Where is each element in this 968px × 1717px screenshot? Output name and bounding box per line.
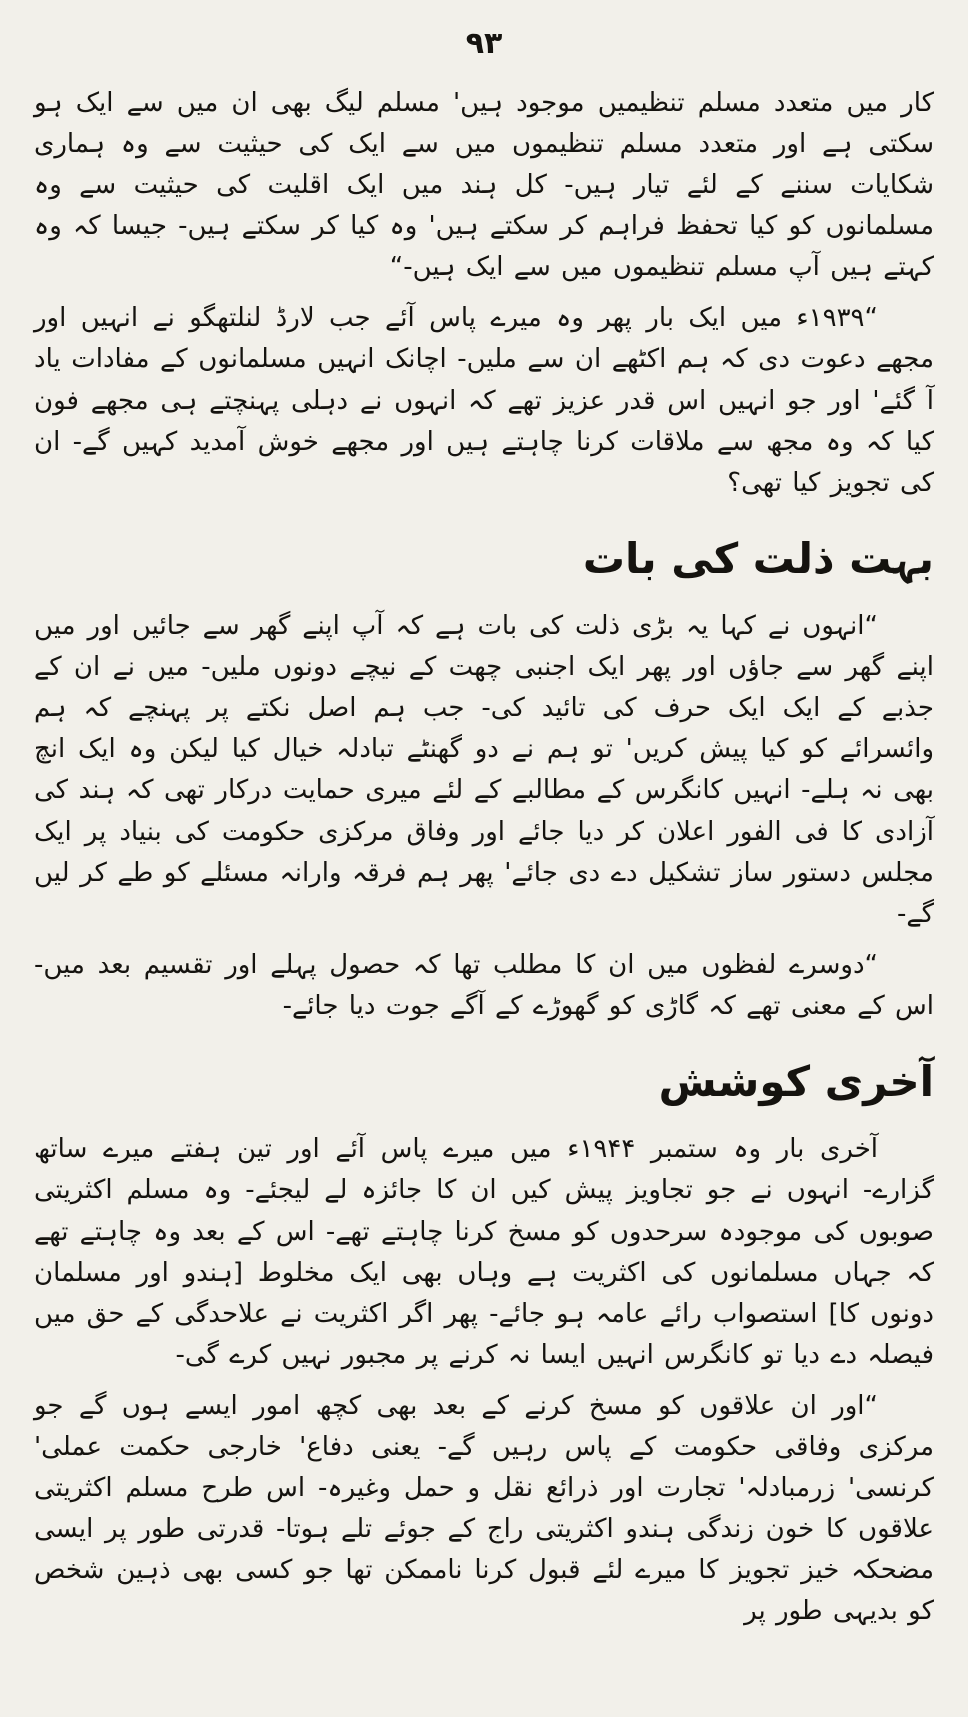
- body-paragraph: “اور ان علاقوں کو مسخ کرنے کے بعد بھی کچھ امور ایسے ہوں گے جو مرکزی وفاقی حکومت کے پاس رہیں گے- یعنی دفاع' خارجی حکمت عملی' کرنسی' زرمبادلہ' تجارت اور ذرائع نقل و حمل وغیرہ- اس طرح مسلم اکثریتی علاقوں کا خون زندگی ہندو اکثریتی راج کے جوئے تلے ہوتا- قدرتی طور پر ایسی مضحکہ خیز تجویز کا میرے لئے قبول کرنا ناممکن تھا جو کسی بھی ذہین شخص کو بدیہی طور پر: [34, 1390, 934, 1627]
- body-paragraph: کار میں متعدد مسلم تنظیمیں موجود ہیں' مسلم لیگ بھی ان میں سے ایک ہو سکتی ہے اور متعدد مسلم تنظیموں میں سے ایک کی حیثیت سے وہ ہماری شکایات سننے کے لئے تیار ہیں- کل ہند میں ایک اقلیت کی حیثیت سے وہ مسلمانوں کو کیا تحفظ فراہم کر سکتے ہیں' وہ کیا کر سکتے ہیں- جیسا کہ وہ کہتے ہیں آپ مسلم تنظیموں میں سے ایک ہیں-“: [34, 88, 934, 283]
- section-heading: بہت ذلت کی بات: [582, 533, 934, 583]
- body-paragraph: “دوسرے لفظوں میں ان کا مطلب تھا کہ حصول پہلے اور تقسیم بعد میں- اس کے معنی تھے کہ گاڑی کو گھوڑے کے آگے جوت دیا جائے-: [34, 949, 934, 1021]
- section-heading: آخری کوشش: [658, 1056, 934, 1106]
- body-paragraph: “انہوں نے کہا یہ بڑی ذلت کی بات ہے کہ آپ اپنے گھر سے جائیں اور میں اپنے گھر سے جاؤں اور پھر ایک اجنبی چھت کے نیچے دونوں ملیں- میں نے ان کے جذبے کے ایک ایک حرف کی تائید کی- جب ہم اصل نکتے پر پہنچے کہ ہم وائسرائے کو کیا پیش کریں' تو ہم نے دو گھنٹے تبادلہ خیال کیا لیکن وہ ایک انچ بھی نہ ہلے- انہیں کانگرس کے مطالبے کے لئے میری حمایت درکار تھی کہ ہند کی آزادی کا فی الفور اعلان کر دیا جائے اور وفاق مرکزی حکومت کی بنیاد پر ایک مجلس دستور ساز تشکیل دے دی جائے' پھر ہم فرقہ وارانہ مسئلے کو طے کر لیں گے-: [34, 611, 934, 929]
- body-paragraph: “۱۹۳۹ء میں ایک بار پھر وہ میرے پاس آئے جب لارڈ لنلتھگو نے انہیں اور مجھے دعوت دی کہ ہم اکٹھے ان سے ملیں- اچانک انہیں مسلمانوں کے مفادات یاد آ گئے' اور جو انہیں اس قدر عزیز تھے کہ انہوں نے دہلی پہنچتے ہی مجھے فون کیا کہ وہ مجھ سے ملاقات کرنا چاہتے ہیں اور مجھے خوش آمدید کہیں گے- ان کی تجویز کیا تھی؟: [34, 303, 934, 498]
- page-number: ۹۳: [465, 26, 503, 61]
- body-paragraph: آخری بار وہ ستمبر ۱۹۴۴ء میں میرے پاس آئے اور تین ہفتے میرے ساتھ گزارے- انہوں نے جو تجاویز پیش کیں ان کا جائزہ لے لیجئے- وہ مسلم اکثریتی صوبوں کی موجودہ سرحدوں کو مسخ کرنا چاہتے تھے- اس کے بعد وہ چاہتے تھے کہ جہاں مسلمانوں کی اکثریت ہے وہاں بھی ایک مخلوط [ہندو اور مسلمان دونوں کا] استصواب رائے عامہ ہو جائے- پھر اگر اکثریت نے علاحدگی کے حق میں فیصلہ دے دیا تو کانگرس انہیں ایسا نہ کرنے پر مجبور نہیں کرے گی-: [34, 1134, 934, 1370]
